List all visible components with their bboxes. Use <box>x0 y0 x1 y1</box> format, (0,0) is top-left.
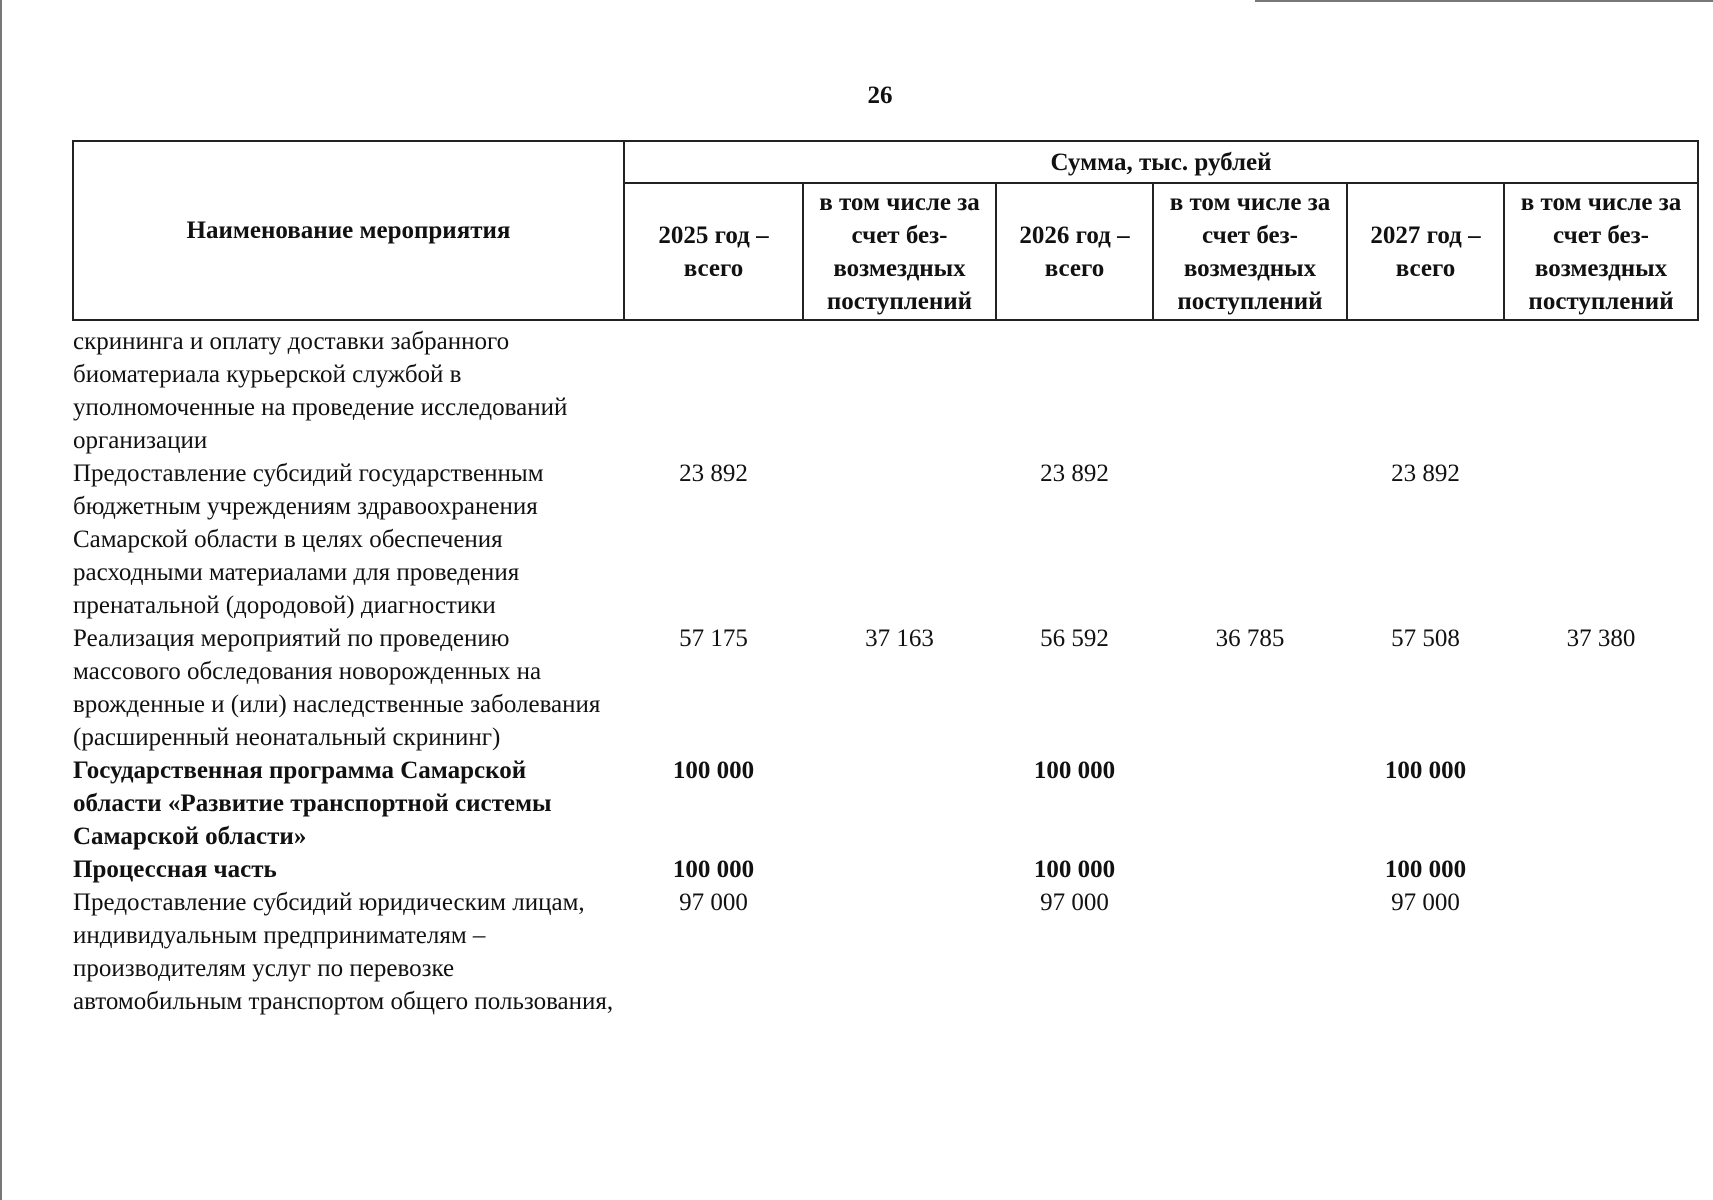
table-row <box>73 320 1698 457</box>
row-activity-name: Предоставление субсидий государственным бюджетным учреждениям здравоохранения Самарской области в целях обеспечения расходными материалами для проведения пренатальной (дородовой) диагностики <box>73 460 544 619</box>
cell-2027-grants <box>1504 320 1698 457</box>
table-row <box>73 457 1698 622</box>
budget-table <box>72 140 1699 1018</box>
cell-2026-grants <box>1153 754 1347 853</box>
cell-2026-total: 97 000 <box>1040 889 1109 916</box>
cell-2025-grants <box>803 320 996 457</box>
cell-2026-total <box>996 320 1153 457</box>
header-2027-total: 2027 год – всего <box>1347 183 1504 320</box>
cell-2026-total: 56 592 <box>1040 625 1109 652</box>
cell-2025-total: 23 892 <box>679 460 748 487</box>
cell-2027-total: 100 000 <box>1384 757 1467 784</box>
cell-2026-total: 100 000 <box>1033 757 1116 784</box>
cell-2027-grants <box>1504 754 1698 853</box>
row-activity-name: Процессная часть <box>73 856 277 883</box>
header-2026-total: 2026 год – всего <box>996 183 1153 320</box>
cell-2025-grants <box>803 457 996 622</box>
page-number: 26 <box>867 82 893 109</box>
cell-2025-grants <box>803 853 996 886</box>
cell-2025-total: 100 000 <box>672 757 755 784</box>
cell-2027-total: 23 892 <box>1391 460 1460 487</box>
cell-2026-total: 23 892 <box>1040 460 1109 487</box>
cell-2026-grants <box>1153 457 1347 622</box>
cell-2025-total: 100 000 <box>672 856 755 883</box>
cell-2027-grants <box>1504 886 1698 1018</box>
scan-left-edge <box>0 0 2 1200</box>
row-activity-name: Предоставление субсидий юридическим лицам, индивидуальным предпринимателям – производителям услуг по перевозке автомобильным транспортом общего пользования, <box>73 889 614 1015</box>
header-sum-group: Сумма, тыс. рублей <box>624 141 1698 183</box>
cell-2027-total: 97 000 <box>1391 889 1460 916</box>
row-activity-name: скрининга и оплату доставки забранного биоматериала курьерской службой в уполномоченные на проведение исследований организации <box>73 328 568 454</box>
cell-2026-grants <box>1153 320 1347 457</box>
cell-2027-total <box>1347 320 1504 457</box>
cell-2026-total: 100 000 <box>1033 856 1116 883</box>
header-2025-total: 2025 год – всего <box>624 183 803 320</box>
cell-2027-grants: 37 380 <box>1566 625 1636 652</box>
cell-2027-total: 57 508 <box>1391 625 1460 652</box>
header-activity-name: Наименование мероприятия <box>73 141 624 320</box>
table-header <box>73 141 1698 320</box>
table-row <box>73 886 1698 1018</box>
table-row <box>73 754 1698 853</box>
table-row <box>73 622 1698 754</box>
row-activity-name: Реализация мероприятий по проведению массового обследования новорожденных на врожденные и (или) наследственные заболевания (расширенный неонатальный скрининг) <box>73 625 601 751</box>
cell-2025-total: 57 175 <box>679 625 748 652</box>
cell-2025-total: 97 000 <box>679 889 748 916</box>
cell-2025-total <box>624 320 803 457</box>
scan-top-edge <box>1255 0 1713 2</box>
cell-2027-grants <box>1504 853 1698 886</box>
cell-2025-grants <box>803 886 996 1018</box>
cell-2025-grants <box>803 754 996 853</box>
cell-2026-grants: 36 785 <box>1215 625 1285 652</box>
cell-2025-grants: 37 163 <box>865 625 934 652</box>
header-2025-grants: в том числе за счет без-возмездных поступлений <box>803 183 996 320</box>
table-row <box>73 853 1698 886</box>
table-body <box>73 320 1698 1018</box>
cell-2026-grants <box>1153 886 1347 1018</box>
row-activity-name: Государственная программа Самарской области «Развитие транспортной системы Самарской области» <box>73 757 552 850</box>
cell-2026-grants <box>1153 853 1347 886</box>
header-2026-grants: в том числе за счет без-возмездных поступлений <box>1153 183 1347 320</box>
header-2027-grants: в том числе за счет без-возмездных поступлений <box>1504 183 1698 320</box>
cell-2027-grants <box>1504 457 1698 622</box>
cell-2027-total: 100 000 <box>1384 856 1467 883</box>
